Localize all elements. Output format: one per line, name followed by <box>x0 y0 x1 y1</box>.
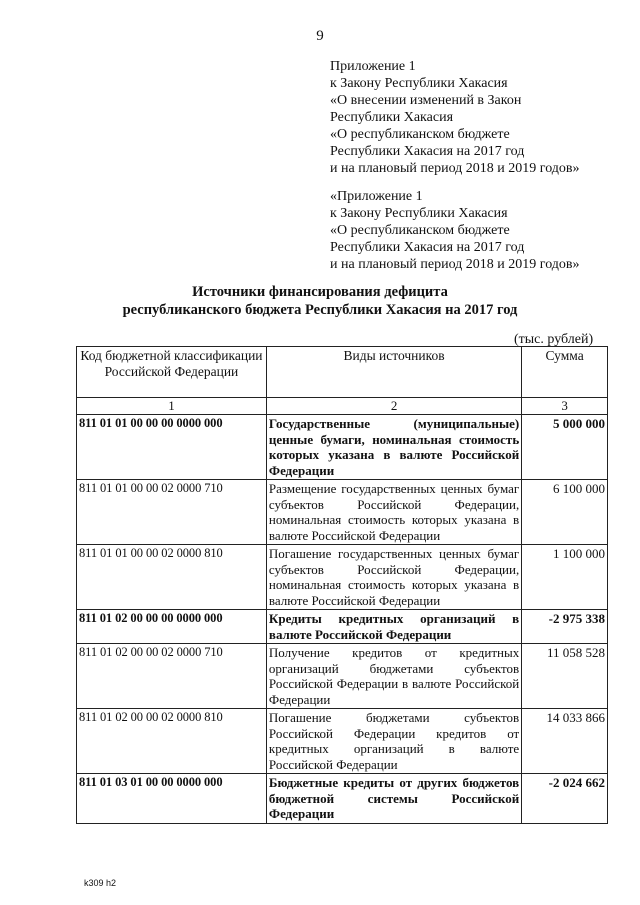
amount-cell: 11 058 528 <box>522 644 608 709</box>
budget-code-cell: 811 01 03 01 00 00 0000 000 <box>77 774 267 824</box>
annex-line: к Закону Республики Хакасия <box>330 76 508 91</box>
amount-cell: 5 000 000 <box>522 415 608 480</box>
source-name-cell: Кредиты кредитных организаций в валюте Российской Федерации <box>266 610 521 644</box>
financing-sources-table <box>76 346 608 824</box>
budget-code-cell: 811 01 02 00 00 02 0000 710 <box>77 644 267 709</box>
budget-code-cell: 811 01 01 00 00 02 0000 710 <box>77 480 267 545</box>
amount-cell: 6 100 000 <box>522 480 608 545</box>
annex-line: Республики Хакасия на 2017 год <box>330 144 525 159</box>
column-number-row <box>77 398 608 415</box>
column-header-sources: Виды источников <box>266 347 521 398</box>
table-row <box>77 545 608 610</box>
budget-code-cell: 811 01 01 00 00 02 0000 810 <box>77 545 267 610</box>
column-header-code: Код бюджетной классификации Российской Федерации <box>77 347 267 398</box>
budget-code-cell: 811 01 01 00 00 00 0000 000 <box>77 415 267 480</box>
units-label: (тыс. рублей) <box>514 332 594 347</box>
source-name-cell: Получение кредитов от кредитных организаций бюджетами субъектов Российской Федерации в валюте Российской Федерации <box>266 644 521 709</box>
annex-line: «О внесении изменений в Закон <box>330 93 522 108</box>
annex-line: Республики Хакасия <box>330 110 454 125</box>
annex-heading-amendment <box>330 58 580 177</box>
column-number: 3 <box>522 398 608 415</box>
annex-line: к Закону Республики Хакасия <box>330 206 508 221</box>
annex-line: «Приложение 1 <box>330 189 423 204</box>
table-row <box>77 709 608 774</box>
annex-line: «О республиканском бюджете <box>330 127 510 142</box>
budget-code-cell: 811 01 02 00 00 02 0000 810 <box>77 709 267 774</box>
source-name-cell: Размещение государственных ценных бумаг субъектов Российской Федерации, номинальная стоимость которых указана в валюте Российской Федерации <box>266 480 521 545</box>
table-row <box>77 415 608 480</box>
column-number: 1 <box>77 398 267 415</box>
annex-line: и на плановый период 2018 и 2019 годов» <box>330 257 580 272</box>
amount-cell: 14 033 866 <box>522 709 608 774</box>
annex-line: «О республиканском бюджете <box>330 223 510 238</box>
source-name-cell: Государственные (муниципальные) ценные бумаги, номинальная стоимость которых указана в валюте Российской Федерации <box>266 415 521 480</box>
annex-line: Республики Хакасия на 2017 год <box>330 240 525 255</box>
table-row <box>77 610 608 644</box>
page-number: 9 <box>316 28 324 44</box>
source-name-cell: Погашение бюджетами субъектов Российской Федерации кредитов от кредитных организаций в валюте Российской Федерации <box>266 709 521 774</box>
budget-code-cell: 811 01 02 00 00 00 0000 000 <box>77 610 267 644</box>
amount-cell: 1 100 000 <box>522 545 608 610</box>
footer-code: k309 h2 <box>84 878 117 888</box>
table-row <box>77 644 608 709</box>
source-name-cell: Бюджетные кредиты от других бюджетов бюджетной системы Российской Федерации <box>266 774 521 824</box>
amount-cell: -2 975 338 <box>522 610 608 644</box>
amount-cell: -2 024 662 <box>522 774 608 824</box>
table-row <box>77 480 608 545</box>
column-header-amount: Сумма <box>522 347 608 398</box>
annex-line: Приложение 1 <box>330 59 416 74</box>
document-title-line: Источники финансирования дефицита <box>192 284 448 300</box>
annex-line: и на плановый период 2018 и 2019 годов» <box>330 161 580 176</box>
source-name-cell: Погашение государственных ценных бумаг субъектов Российской Федерации, номинальная стоимость которых указана в валюте Российской Федерации <box>266 545 521 610</box>
annex-heading-original <box>330 188 580 273</box>
table-header-row <box>77 347 608 398</box>
column-number: 2 <box>266 398 521 415</box>
table-row <box>77 774 608 824</box>
document-title <box>0 283 640 319</box>
document-title-line: республиканского бюджета Республики Хакасия на 2017 год <box>122 302 518 318</box>
